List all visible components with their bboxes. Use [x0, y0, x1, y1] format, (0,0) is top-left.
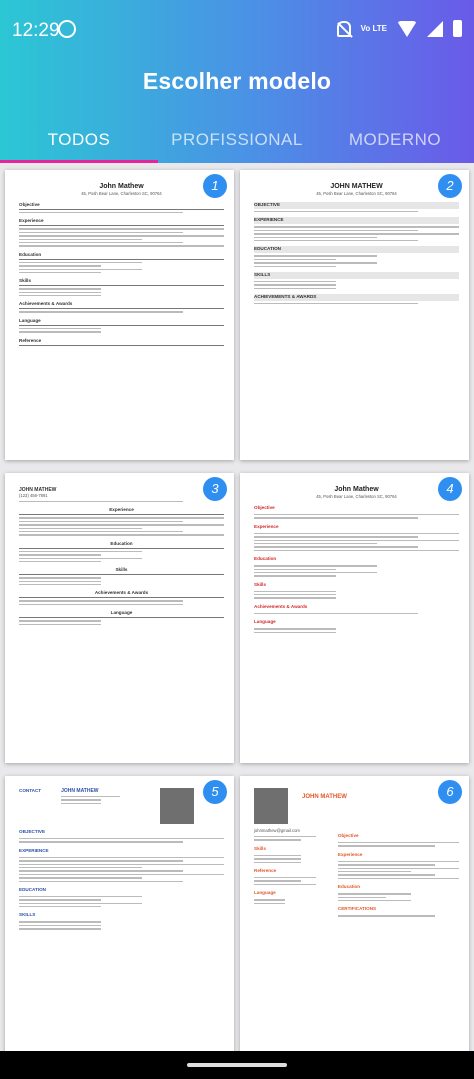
text-line [19, 235, 224, 236]
resume-section-heading: SKILLS [19, 912, 36, 918]
resume-section-heading: Reference [254, 867, 277, 873]
text-line [19, 857, 224, 858]
text-line [254, 597, 336, 598]
battery-icon [453, 20, 462, 37]
resume-section-heading: Skills [254, 581, 267, 587]
text-line [19, 554, 101, 555]
text-line [19, 561, 101, 562]
text-line [19, 269, 142, 270]
text-line [254, 575, 336, 576]
text-line [254, 613, 418, 614]
profile-photo [160, 788, 194, 824]
text-line [19, 581, 101, 582]
resume-section-heading: Language [19, 610, 224, 618]
status-time: 12:29 [12, 20, 60, 41]
resume-section-heading: Experience [19, 507, 224, 515]
resume-section-heading: Language [254, 619, 276, 625]
text-line [19, 262, 142, 263]
text-line [254, 240, 418, 241]
text-line [254, 303, 418, 304]
text-line [254, 550, 459, 551]
wifi-icon [397, 21, 417, 37]
resume-section-heading: CERTIFICATIONS [337, 906, 377, 912]
navigation-bar [0, 1051, 474, 1079]
text-line [19, 331, 101, 332]
text-line [19, 899, 101, 900]
text-line [19, 521, 183, 522]
text-line [254, 591, 336, 592]
status-icons [337, 20, 462, 37]
text-line [254, 565, 377, 566]
text-line [19, 864, 224, 865]
text-line [19, 292, 101, 293]
text-line [254, 517, 418, 518]
template-card-2[interactable] [240, 170, 469, 460]
text-line [254, 237, 377, 238]
text-line [254, 858, 301, 859]
template-number-badge: 2 [438, 174, 462, 198]
text-line [254, 284, 336, 285]
text-line [19, 228, 224, 229]
text-line [19, 558, 142, 559]
text-line [338, 842, 459, 843]
resume-preview [19, 487, 224, 627]
text-line [254, 514, 459, 515]
text-line [19, 528, 142, 529]
resume-section-heading: Skills [19, 278, 224, 286]
text-line [61, 803, 101, 804]
text-line [19, 295, 101, 296]
text-line [19, 577, 101, 578]
text-line [254, 899, 285, 900]
text-line [338, 874, 435, 875]
resume-preview [254, 788, 459, 919]
text-line [19, 620, 101, 621]
text-line [254, 569, 336, 570]
text-line [338, 864, 435, 865]
text-line [19, 239, 142, 240]
text-line [19, 906, 101, 907]
text-line [254, 855, 301, 856]
text-line [338, 878, 459, 879]
text-line [254, 884, 316, 885]
resume-contact: johnmathew@gmail.com [254, 828, 300, 833]
page-title: Escolher modelo [142, 68, 332, 94]
text-line [254, 836, 316, 837]
resume-section-heading: Education [19, 541, 224, 549]
text-line [19, 517, 224, 518]
text-line [19, 311, 183, 312]
text-line [254, 262, 377, 263]
text-line [254, 632, 336, 633]
text-line [19, 860, 183, 861]
text-line [19, 328, 101, 329]
text-line [254, 540, 459, 541]
status-bar [0, 0, 474, 60]
resume-section-heading: Reference [19, 338, 224, 346]
text-line [254, 281, 336, 282]
text-line [254, 226, 459, 227]
text-line [19, 212, 183, 213]
resume-section-heading: Language [254, 890, 276, 896]
app-header [0, 0, 474, 163]
resume-preview [19, 788, 224, 932]
tab-moderno[interactable]: MODERNO [348, 130, 442, 149]
text-line [254, 536, 418, 537]
resume-name: JOHN MATHEW [19, 487, 57, 493]
text-line [254, 233, 459, 234]
text-line [19, 534, 224, 535]
text-line [338, 900, 411, 901]
text-line [19, 584, 101, 585]
text-line [19, 524, 224, 525]
template-card-4[interactable] [240, 473, 469, 763]
text-line [254, 839, 301, 840]
signal-icon [427, 21, 443, 37]
resume-contact: CONTACT [19, 788, 42, 793]
text-line [254, 572, 377, 573]
text-line [19, 928, 101, 929]
text-line [254, 288, 336, 289]
resume-section-heading: OBJECTIVE [19, 829, 46, 834]
text-line [19, 531, 183, 532]
text-line [19, 838, 224, 839]
resume-name: JOHN MATHEW [61, 788, 99, 794]
resume-section-heading: Experience [19, 218, 224, 226]
text-line [19, 232, 183, 233]
resume-name: JOHN MATHEW [302, 794, 347, 800]
resume-preview [19, 184, 224, 348]
resume-section-heading: Experience [254, 523, 279, 529]
mute-bell-icon [337, 21, 351, 37]
resume-contact: 45, Posh Bear Lane, Charleston SC, 90764 [316, 494, 397, 499]
text-line [19, 870, 183, 871]
resume-section-heading: Language [19, 318, 224, 326]
template-number-badge: 1 [203, 174, 227, 198]
template-number-badge: 4 [438, 477, 462, 501]
resume-section-heading: Objective [19, 202, 224, 210]
text-line [254, 230, 418, 231]
text-line [338, 915, 435, 916]
text-line [19, 903, 142, 904]
text-line [254, 880, 301, 881]
template-card-5[interactable] [5, 776, 234, 1066]
text-line [19, 272, 101, 273]
template-number-badge: 6 [438, 780, 462, 804]
resume-section-heading: OBJECTIVE [254, 202, 459, 209]
text-line [19, 600, 183, 601]
text-line [338, 893, 411, 894]
template-card-3[interactable] [5, 473, 234, 763]
resume-section-heading: Achievements & Awards [19, 590, 224, 598]
text-line [19, 874, 224, 875]
resume-section-heading: Skills [254, 845, 267, 851]
tab-bar [0, 125, 474, 163]
text-line [19, 925, 101, 926]
text-line [19, 551, 142, 552]
resume-contact: (123) 456-7891 [19, 493, 48, 498]
text-line [19, 265, 101, 266]
resume-contact: 45, Posh Bear Lane, Charleston SC, 90764 [81, 191, 162, 196]
resume-section-heading: EXPERIENCE [19, 847, 49, 853]
text-line [19, 242, 183, 243]
template-card-6[interactable] [240, 776, 469, 1066]
text-line [338, 897, 386, 898]
text-line [19, 245, 224, 246]
text-line [338, 845, 435, 846]
text-line [338, 861, 459, 862]
resume-section-heading: EDUCATION [254, 246, 459, 253]
text-line [254, 211, 418, 212]
text-line [19, 896, 142, 897]
volte-icon: Vo LTE [360, 24, 387, 33]
resume-name: JOHN MATHEW [330, 183, 383, 190]
template-card-1[interactable] [5, 170, 234, 460]
resume-section-heading: Education [337, 884, 361, 890]
text-line [19, 624, 101, 625]
resume-section-heading: Education [254, 556, 277, 562]
resume-section-heading: Experience [337, 851, 363, 857]
text-line [254, 628, 336, 629]
template-number-badge: 5 [203, 780, 227, 804]
resume-section-heading: Achievements & Awards [19, 301, 224, 309]
profile-photo [254, 788, 288, 824]
text-line [61, 799, 101, 800]
text-line [254, 266, 336, 267]
text-line [338, 868, 459, 869]
text-line [254, 259, 336, 260]
text-line [254, 546, 418, 547]
template-number-badge: 3 [203, 477, 227, 501]
resume-section-heading: ACHIEVEMENTS & AWARDS [254, 294, 459, 301]
text-line [254, 862, 301, 863]
resume-section-heading: Achievements & Awards [254, 603, 308, 609]
text-line [254, 594, 336, 595]
tab-profissional[interactable]: PROFISSIONAL [171, 130, 303, 149]
resume-contact: 45, Posh Bear Lane, Charleston SC, 90764 [316, 191, 397, 196]
resume-preview [254, 184, 459, 306]
text-line [254, 877, 316, 878]
text-line [19, 877, 142, 878]
text-line [19, 841, 183, 842]
gesture-handle[interactable] [187, 1063, 287, 1067]
tab-todos[interactable]: TODOS [0, 125, 158, 163]
resume-section-heading: EDUCATION [19, 886, 46, 892]
resume-section-heading: EXPERIENCE [254, 217, 459, 224]
text-line [19, 881, 183, 882]
text-line [19, 921, 101, 922]
text-line [254, 533, 459, 534]
text-line [338, 871, 411, 872]
text-line [19, 604, 183, 605]
text-line [19, 288, 101, 289]
resume-section-heading: SKILLS [254, 272, 459, 279]
resume-section-heading: Objective [254, 505, 275, 510]
text-line [19, 867, 142, 868]
text-line [254, 543, 377, 544]
resume-section-heading: Skills [19, 567, 224, 575]
resume-name: John Mathew [99, 183, 144, 190]
resume-preview [254, 487, 459, 635]
resume-section-heading: Education [19, 252, 224, 260]
text-line [254, 903, 285, 904]
resume-name: John Mathew [334, 486, 379, 493]
text-line [254, 255, 377, 256]
text-line [19, 501, 183, 502]
resume-section-heading: Objective [337, 833, 359, 838]
whatsapp-icon [58, 20, 76, 38]
text-line [61, 796, 120, 797]
